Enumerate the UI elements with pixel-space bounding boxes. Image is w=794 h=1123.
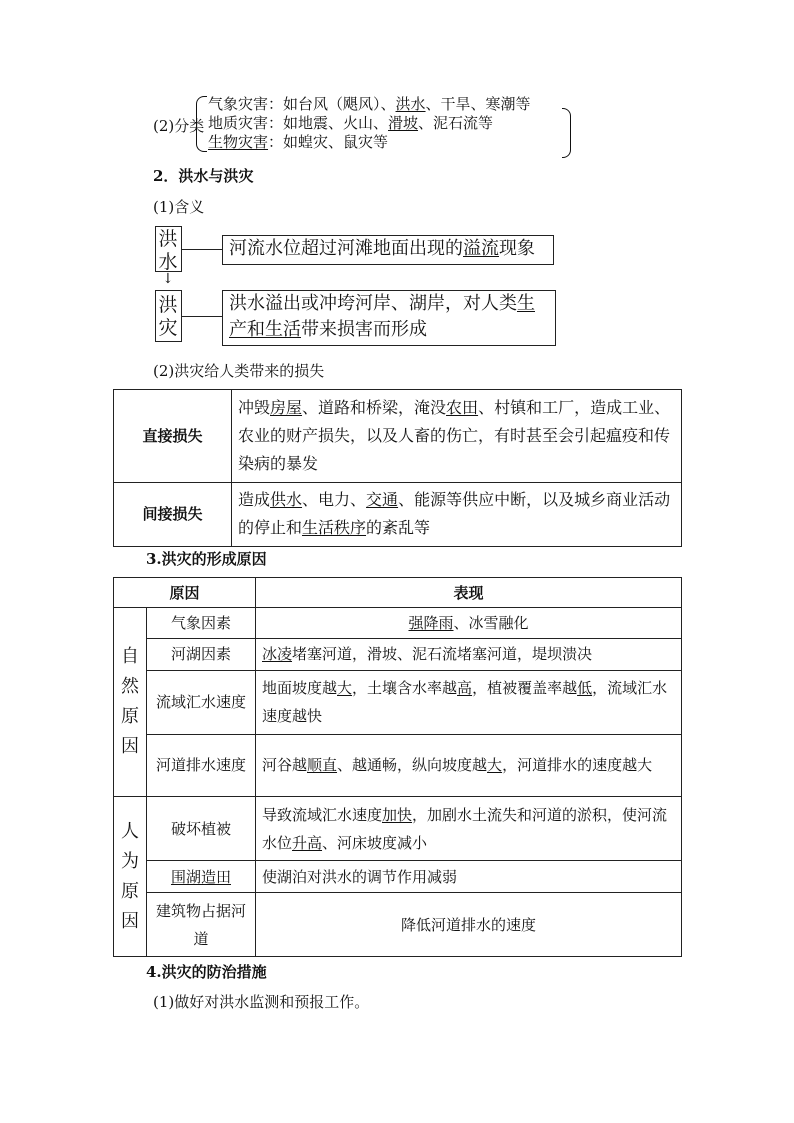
text-run: 河湖因素: [170, 645, 231, 664]
text-run: 现象: [499, 238, 535, 259]
text-run: 造成: [238, 490, 271, 510]
text-run: 、泥石流等: [418, 114, 494, 132]
natural-factor-content: [256, 734, 682, 797]
vertical-char: 为: [121, 850, 139, 872]
underlined-text: 溢流: [463, 238, 499, 259]
text-run: 河道排水速度: [155, 756, 246, 775]
natural-factor-content: [256, 608, 682, 638]
text-run: 河流水位超过河滩地面出现的: [229, 238, 463, 259]
text-run: 河谷越: [262, 756, 308, 775]
flood-definition: [222, 235, 554, 265]
table-row: [114, 797, 682, 861]
table-row: [114, 670, 682, 734]
vertical-char: 洪: [158, 294, 178, 316]
loss-title: (2)洪灾给人类带来的损失: [153, 362, 325, 380]
natural-group: [114, 608, 147, 797]
underlined-text: 生活秩序: [302, 518, 367, 538]
text-run: 带来损害而形成: [301, 319, 427, 340]
underlined-text: 冰凌: [262, 645, 293, 664]
underlined-text: 生产: [229, 293, 535, 340]
human-factor-label: [147, 860, 256, 892]
text-run: 导致流域汇水速度: [262, 805, 383, 824]
connector-disaster: [182, 316, 222, 317]
text-run: 破坏植被: [170, 819, 231, 838]
human-factor-label: [147, 797, 256, 861]
table-row: [114, 608, 682, 638]
underlined-text: 顺直: [307, 756, 338, 775]
text-run: 、冰雪融化: [453, 613, 529, 632]
underlined-text: 生物灾害: [208, 133, 269, 151]
text-run: 降低河道排水的速度: [400, 915, 536, 934]
underlined-text: 大: [487, 756, 503, 775]
text-run: ，植被覆盖率越: [472, 679, 578, 698]
natural-factor-content: [256, 670, 682, 734]
human-factor-content: [256, 860, 682, 892]
loss-table: [113, 389, 682, 547]
classification-line-3: [208, 132, 388, 152]
text-run: ，土壤含水率越: [352, 679, 458, 698]
natural-factor-label: [147, 638, 256, 670]
table-row: [114, 893, 682, 957]
underlined-text: 农田: [446, 397, 479, 417]
text-run: 的紊乱等: [366, 518, 431, 538]
text-run: 、电力、: [302, 490, 367, 510]
underlined-text: 洪水: [395, 95, 426, 113]
text-run: ：如蝗灾、鼠灾等: [268, 133, 389, 151]
human-factor-content: [256, 893, 682, 957]
indirect-loss-label: 间接损失: [114, 482, 232, 546]
underlined-text: 围湖造田: [170, 867, 231, 886]
disaster-word: [158, 294, 178, 340]
text-run: 气象因素: [170, 613, 231, 632]
underlined-text: 滑坡: [388, 114, 419, 132]
arrow-down-icon: ↓: [162, 271, 174, 287]
causes-table: [113, 577, 682, 957]
text-run: ，流域汇水速度越快: [262, 679, 668, 726]
table-row: [114, 638, 682, 670]
text-run: 地质灾害：如地震、火山、: [208, 114, 389, 132]
human-factor-label: [147, 893, 256, 957]
text-run: 冲毁: [238, 397, 271, 417]
table-row: [114, 860, 682, 892]
text-run: 流域汇水速度: [155, 693, 246, 712]
vertical-char: 灾: [158, 317, 178, 339]
text-run: 地面坡度越: [262, 679, 338, 698]
text-run: ，河道排水的速度越大: [502, 756, 653, 775]
vertical-char: 然: [121, 676, 139, 698]
section-2-title: 2．洪水与洪灾: [153, 167, 254, 185]
text-run: 建筑物占据河道: [155, 901, 246, 948]
underlined-text: 和生活: [247, 319, 301, 340]
classification-line-1: [208, 94, 531, 114]
underlined-text: 升高: [292, 833, 323, 852]
flood-word: [158, 228, 178, 274]
meaning-title: (1)含义: [153, 198, 205, 216]
text-run: ，加剧水土流失和河道的淤积，使河流水位: [262, 805, 668, 852]
vertical-char: 洪: [158, 228, 178, 250]
underlined-text: 供水: [270, 490, 303, 510]
natural-factor-label: [147, 734, 256, 797]
vertical-char: 因: [121, 736, 139, 758]
text-run: 使湖泊对洪水的调节作用减弱: [262, 867, 458, 886]
table-row: [114, 390, 682, 483]
natural-factor-content: [256, 638, 682, 670]
underlined-text: 高: [457, 679, 473, 698]
text-run: 、村镇和工厂，造成工业、农业的财产损失，以及人畜的伤亡，有时甚至会引起瘟疫和传染病的暴发: [238, 397, 671, 473]
human-factor-content: [256, 797, 682, 861]
text-run: 、河床坡度减小: [322, 833, 428, 852]
vertical-char: 人: [121, 820, 139, 842]
underlined-text: 交通: [366, 490, 399, 510]
underlined-text: 低: [577, 679, 593, 698]
vertical-char: 水: [158, 251, 178, 273]
text-run: 堵塞河道，滑坡、泥石流堵塞河道，堤坝溃决: [292, 645, 593, 664]
direct-loss-label: 直接损失: [114, 390, 232, 483]
connector-flood: [182, 249, 222, 250]
right-brace: [562, 108, 571, 158]
table-row: [114, 578, 682, 608]
disaster-definition: [222, 290, 556, 346]
text-run: 、干旱、寒潮等: [425, 95, 531, 113]
section-4-title: 4.洪灾的防治措施: [146, 963, 267, 981]
classification-line-2: [208, 113, 493, 133]
underlined-text: 大: [337, 679, 353, 698]
left-brace: [196, 96, 207, 152]
table-row: [114, 734, 682, 797]
natural-factor-label: [147, 670, 256, 734]
disaster-word-box: [155, 290, 182, 342]
vertical-char: 原: [121, 880, 139, 902]
vertical-char: 因: [121, 910, 139, 932]
indirect-loss-content: [232, 482, 682, 546]
underlined-text: 强降雨: [408, 613, 454, 632]
text-run: 、越通畅，纵向坡度越: [337, 756, 488, 775]
direct-loss-content: [232, 390, 682, 483]
text-run: 、能源等供应中断，以及城乡商业活动的停止和: [238, 490, 671, 538]
section-3-title: 3.洪灾的形成原因: [146, 550, 267, 568]
text-run: 、道路和桥梁，淹没: [302, 397, 447, 417]
section-4-item-1: (1)做好对洪水监测和预报工作。: [153, 993, 370, 1011]
head-show: 表现: [256, 578, 682, 608]
underlined-text: 房屋: [270, 397, 303, 417]
text-run: 洪水溢出或冲垮河岸、湖岸，对人类: [229, 293, 517, 314]
human-group: [114, 797, 147, 957]
underlined-text: 加快: [382, 805, 413, 824]
head-reason: 原因: [114, 578, 256, 608]
flood-word-box: [155, 226, 182, 272]
vertical-char: 自: [121, 646, 139, 668]
vertical-char: 原: [121, 706, 139, 728]
text-run: 气象灾害：如台风（飓风）、: [208, 95, 396, 113]
classification-label: (2)分类: [153, 117, 205, 135]
table-row: [114, 482, 682, 546]
natural-factor-label: [147, 608, 256, 638]
